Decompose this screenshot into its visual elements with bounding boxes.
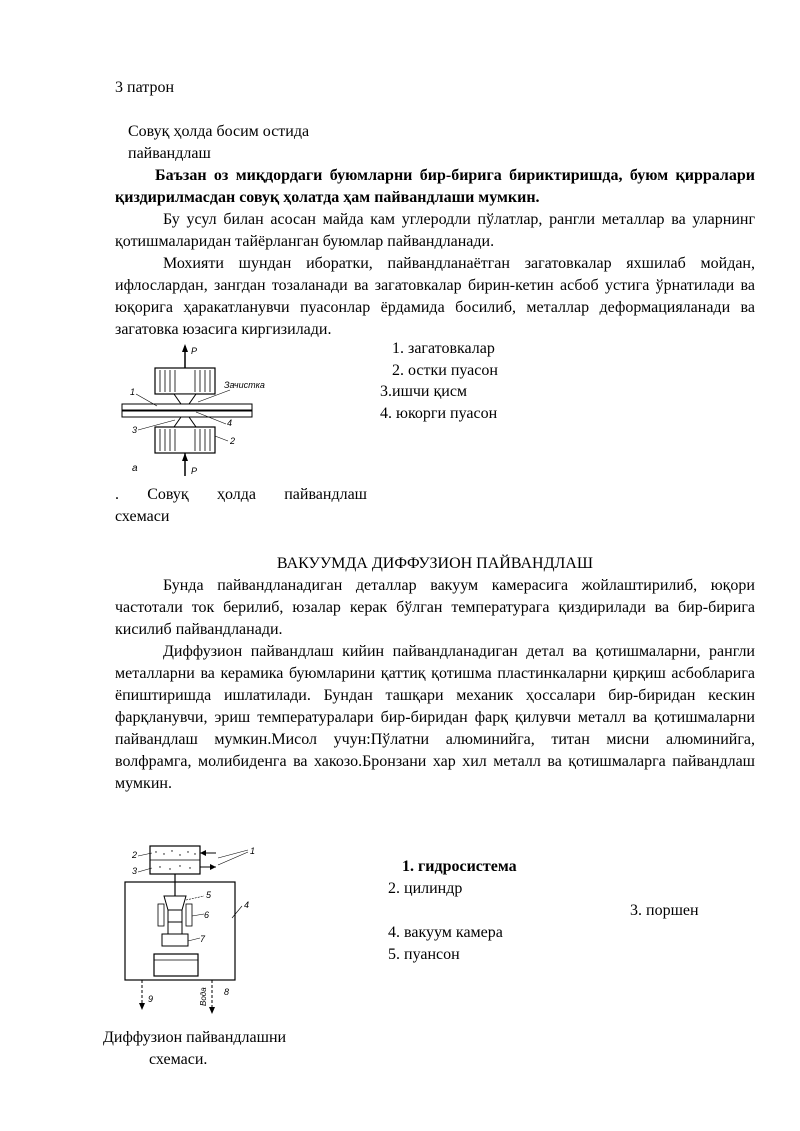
cold-caption: . Совуқ ҳолда пайвандлаш схемаси bbox=[115, 486, 367, 525]
vacuum-para2: Диффузион пайвандлаш кийин пайвандланадиган детал ва қотишмаларни, рангли металларни ва керамика буюмларини қаттиқ қотишма пластинкаларни қирқиш асбобларига ёпиштиришда ишлатилади. Бундан ташқари механик ҳоссалари бир-биридан кескин фарқланувчи, эриш температуралари бир-биридан фарқ қилувчи металл ва қотишмаларни пайвандлаш мумкин.Мисол учун:Пўлатни алюминийга, титан мисни алюминийга, волфрамга, молибиденга ва хакозо.Бронзани хар хил металл ва қотишмаларга пайвандлаш мумкин. bbox=[115, 643, 755, 792]
vacuum-para1: Бунда пайвандланадиган деталлар вакуум камерасига жойлаштирилиб, юқори частотали ток берилиб, юзалар керак бўлган температурага қиздирилади ва бир-бирига кисилиб пайвандланади. bbox=[115, 577, 755, 638]
cold-para1: Бу усул билан асосан майда кам углеродли пўлатлар, рангли металлар ва уларнинг қотишмаларидан тайёрланган буюмлар пайвандланади. bbox=[115, 211, 755, 250]
diff-legend-4: 4. вакуум камера bbox=[388, 924, 503, 941]
diff-legend-5: 5. пуансон bbox=[388, 946, 460, 963]
diff-fig-label-9: 9 bbox=[148, 994, 154, 1004]
cold-heading-line2: пайвандлаш bbox=[128, 145, 211, 162]
fig-label-2: 2 bbox=[230, 436, 236, 446]
diff-fig-label-voda: Вода bbox=[199, 987, 208, 1006]
fig-label-a: a bbox=[132, 463, 138, 474]
cold-intro: Баъзан оз миқдордаги буюмларни бир-бирига бириктиришда, буюм қирралари қиздирилмасдан совуқ ҳолатда ҳам пайвандлаши мумкин. bbox=[115, 167, 755, 206]
diff-caption-line1: Диффузион пайвандлашни bbox=[103, 1029, 287, 1046]
fig-label-zachistka: Зачистка bbox=[224, 380, 265, 390]
diffusion-welding-diagram bbox=[120, 838, 270, 1018]
vacuum-heading: ВАКУУМДА ДИФФУЗИОН ПАЙВАНДЛАШ bbox=[276, 555, 594, 572]
diff-legend-2: 2. цилиндр bbox=[388, 880, 463, 897]
diff-fig-label-1: 1 bbox=[250, 846, 256, 856]
diff-fig-label-2: 2 bbox=[132, 850, 138, 860]
diff-legend-1: 1. гидросистема bbox=[402, 858, 517, 875]
cold-legend-2: 2. остки пуасон bbox=[392, 362, 498, 379]
diff-caption-line2: схемаси. bbox=[149, 1051, 208, 1068]
top-label: 3 патрон bbox=[115, 79, 174, 96]
fig-label-p-bottom: P bbox=[191, 466, 198, 476]
diff-fig-label-4: 4 bbox=[244, 900, 250, 910]
cold-para2: Мохияти шундан иборатки, пайвандланаётган загатовкалар яхшилаб мойдан, ифлослардан, зангдан тозаланади ва загатовкалар бирин-кетин асбоб устига ўрнатилади ва юқорига ҳаракатланувчи пуасонлар ёрдамида босилиб, металлар деформацияланади ва загатовка юзасига киргизилади. bbox=[115, 255, 755, 338]
fig-label-1: 1 bbox=[130, 387, 136, 397]
diff-fig-label-7: 7 bbox=[200, 934, 206, 944]
diff-fig-label-8: 8 bbox=[224, 987, 230, 997]
diff-legend-3: 3. поршен bbox=[630, 902, 699, 919]
cold-legend-1: 1. загатовкалар bbox=[392, 340, 495, 357]
fig-label-3: 3 bbox=[132, 425, 138, 435]
cold-legend-4: 4. юкорги пуасон bbox=[380, 405, 498, 422]
diff-fig-label-6: 6 bbox=[204, 910, 210, 920]
diff-fig-label-5: 5 bbox=[206, 890, 212, 900]
fig-label-4: 4 bbox=[227, 418, 233, 428]
cold-heading-line1: Совуқ ҳолда босим остида bbox=[128, 123, 310, 140]
fig-label-p-top: P bbox=[191, 346, 198, 356]
cold-welding-diagram bbox=[112, 340, 292, 480]
cold-legend-3: 3.ишчи қисм bbox=[380, 383, 468, 400]
diff-fig-label-3: 3 bbox=[132, 866, 138, 876]
